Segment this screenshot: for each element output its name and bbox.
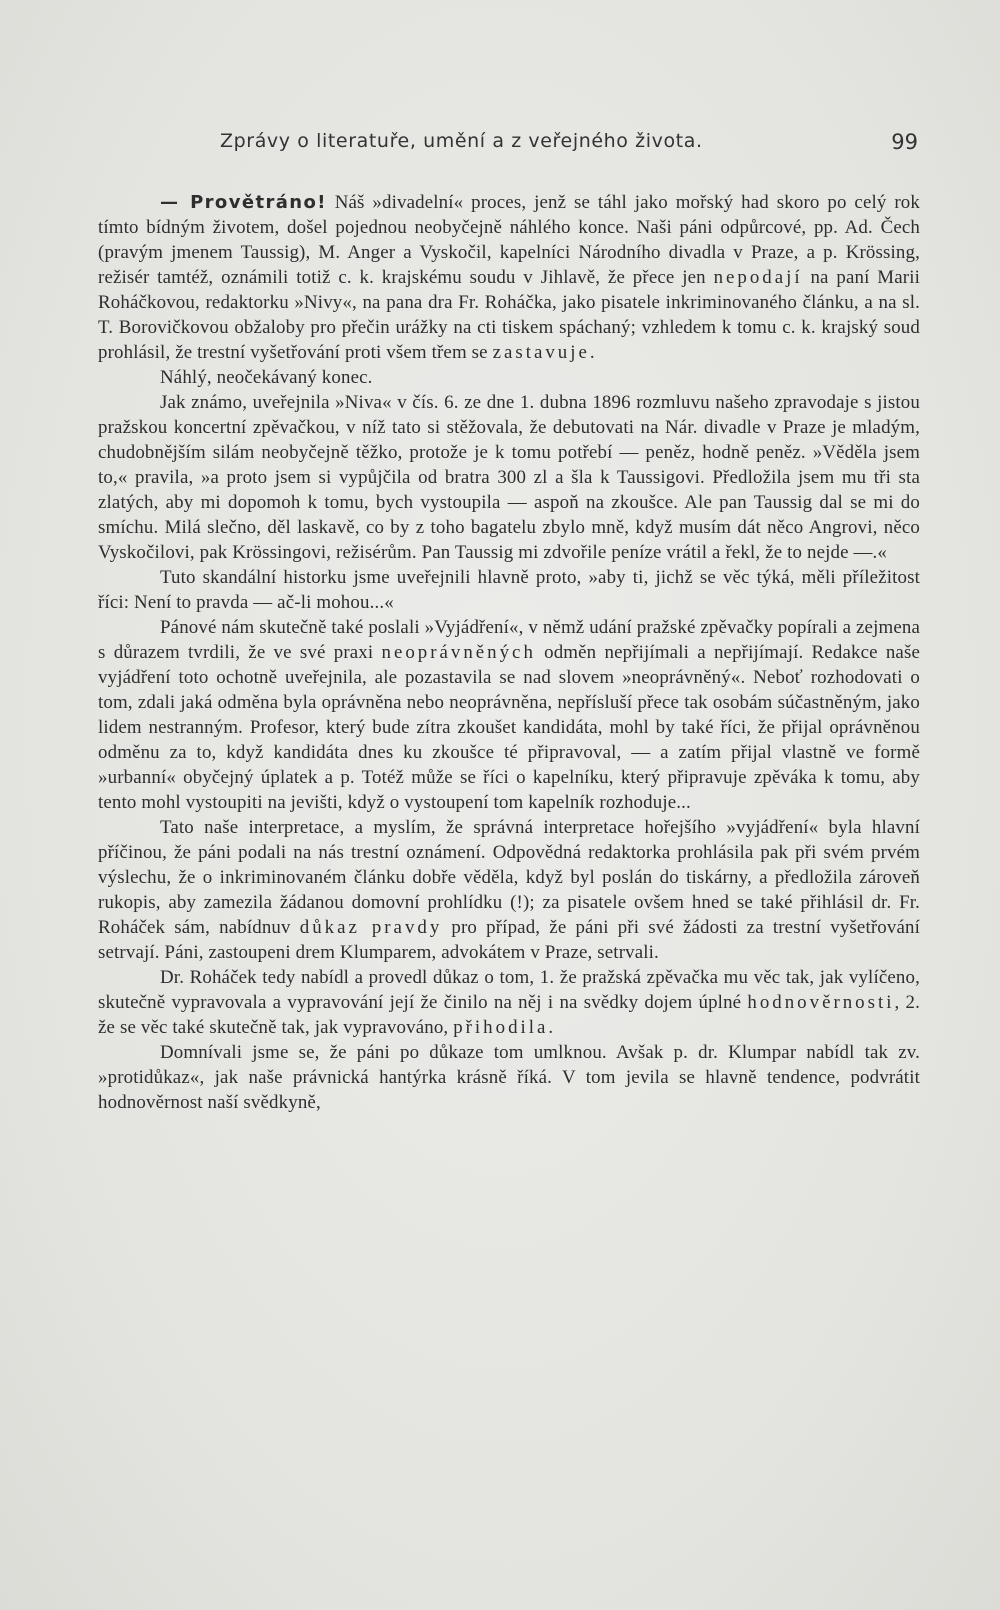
paragraph-2: [98, 365, 920, 390]
paragraph-text: Pánové nám skutečně také poslali »Vyjádření«, v němž udání pražské zpěvačky popírali a zejmena s důrazem tvrdili, že ve své praxi: [98, 617, 921, 663]
paragraph-text: na paní Marii Roháčkovou, redaktorku »Nivy«, na pana dra Fr. Roháčka, jako pisatele inkriminovaného článku, a na sl. T. Borovičkovou obžaloby pro přečin urážky na cti tiskem spáchaný; vzhledem k tomu c. k. krajský soud prohlásil, že trestní vyšetřování proti všem třem se: [98, 267, 921, 363]
paragraph-1: [98, 190, 920, 365]
spaced-emphasis: neoprávněných: [381, 642, 536, 663]
running-title: Zprávy o literatuře, umění a z veřejného života.: [220, 130, 703, 152]
paragraph-text: Dr. Roháček tedy nabídl a provedl důkaz o tom, 1. že pražská zpěvačka mu věc tak, jak vylíčeno, skutečně vypravovala a vypravování její že činilo na něj i na svědky dojem úplné: [98, 967, 920, 1013]
spaced-emphasis: nepodají: [713, 267, 803, 288]
paragraph-text: Tuto skandální historku jsme uveřejnili hlavně proto, »aby ti, jichž se věc týká, měli příležitost říci: Není to pravda — ač-li mohou...«: [98, 567, 920, 613]
spaced-emphasis: důkaz pravdy: [299, 917, 443, 938]
paragraph-7: [98, 965, 920, 1040]
page-header: [100, 128, 920, 158]
paragraph-text: Tato naše interpretace, a myslím, že správná interpretace hořejšího »vyjádření« byla hlavní příčinou, že páni podali na nás trestní oznámení. Odpovědná redaktorka prohlásila pak při svém prvém výslechu, že o inkriminovaném článku dobře věděla, když byl poslán do tiskárny, a předložila zároveň rukopis, aby zamezila žádanou domovní prohlídku (!); za pisatele ovšem hned se také přihlásil dr. Fr. Roháček sám, nabídnuv: [98, 817, 920, 938]
section-lead: — Provětráno!: [160, 192, 327, 213]
page-number: 99: [891, 130, 918, 154]
paragraph-text: Náš »divadelní« proces, jenž se táhl jako mořský had skoro po celý rok tímto bídným životem, došel pojednou neobyčejně náhlého konce. Naši páni odpůrcové, pp. Ad. Čech (pravým jmenem Taussig), M. Anger a Vyskočil, kapelníci Národního divadla v Praze, a p. Krössing, režisér tamtéž, oznámili totiž c. k. krajskému soudu v Jihlavě, že přece jen: [98, 192, 920, 288]
paragraph-4: [98, 565, 920, 615]
paragraph-text: .: [548, 1017, 554, 1038]
spaced-emphasis: hodnověrnosti: [747, 992, 895, 1013]
paragraph-text: .: [589, 342, 595, 363]
paragraph-8: [98, 1040, 920, 1115]
paragraph-text: odměn nepřijímali a nepřijímají. Redakce naše vyjádření toto ochotně uveřejnila, ale pozastavila se nad slovem »neoprávněný«. Neboť rozhodovati o tom, zdali jaká odměna byla oprávněna nebo neoprávněna, nepřísluší přece tak osobám súčastněným, jako lidem nestranným. Profesor, který bude zítra zkoušet kandidáta, mohl by také říci, že přijal oprávněnou odměnu za to, když kandidáta dnes ku zkoušce té připravoval, — a zatím přijal vlastně ve formě »urbanní« obyčejný úplatek a p. Totéž může se říci o kapelníku, který připravuje zpěváka k tomu, aby tento mohl vystoupiti na jevišti, když o vystoupení tom kapelník rozhoduje...: [98, 642, 921, 813]
paragraph-text: , 2. že se věc také skutečně tak, jak vypravováno,: [98, 992, 921, 1038]
article-body: [98, 190, 920, 1115]
spaced-emphasis: zastavuje: [492, 342, 590, 363]
paragraph-text: Domnívali jsme se, že páni po důkaze tom umlknou. Avšak p. dr. Klumpar nabídl tak zv. »protidůkaz«, jak naše právnická hantýrka krásně říká. V tom jevila se hlavně tendence, podvrátit hodnověrnost naší svědkyně,: [98, 1042, 920, 1113]
paragraph-text: Náhlý, neočekávaný konec.: [160, 367, 373, 388]
spaced-emphasis: přihodila: [453, 1017, 549, 1038]
paragraph-6: [98, 815, 920, 965]
paragraph-3: [98, 390, 920, 565]
paragraph-text: pro případ, že páni při své žádosti za trestní vyšetřování setrvají. Páni, zastoupeni drem Klumparem, advokátem v Praze, setrvali.: [98, 917, 921, 963]
paragraph-text: Jak známo, uveřejnila »Niva« v čís. 6. ze dne 1. dubna 1896 rozmluvu našeho zpravodaje s jistou pražskou koncertní zpěvačkou, v níž tato si stěžovala, že debutovati na Nár. divadle v Praze je mladým, chudobnějším silám neobyčejně těžko, protože je k tomu potřebí — peněz, hodně peněz. »Věděla jsem to,« pravila, »a proto jsem si vypůjčila od bratra 300 zl a šla k Taussigovi. Předložila jsem mu tři sta zlatých, aby mi dopomoh k tomu, bych vystoupila — aspoň na zkoušce. Ale pan Taussig dal se mi do smíchu. Milá slečno, děl laskavě, co by z toho bagatelu zbylo mně, když musím dát něco Angrovi, něco Vyskočilovi, pak Krössingovi, režisérům. Pan Taussig mi zdvořile peníze vrátil a řekl, že to nejde —.«: [98, 392, 920, 563]
paragraph-5: [98, 615, 920, 815]
